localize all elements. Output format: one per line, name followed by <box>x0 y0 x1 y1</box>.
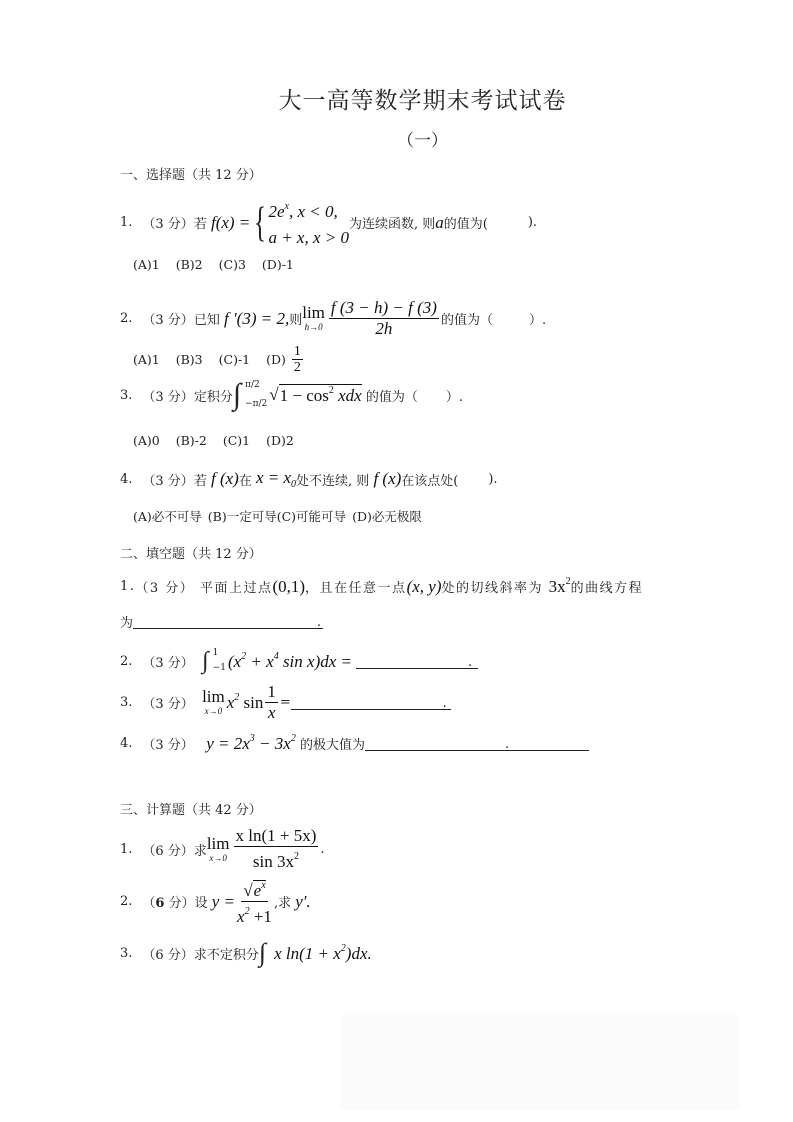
calc-question-1 <box>120 826 325 872</box>
numerator: x ln(1 + 5x) <box>235 826 317 845</box>
expr-part: y = 2x <box>206 734 250 753</box>
point: x = x <box>255 468 292 487</box>
exam-title: 大一高等数学期末考试试卷 <box>278 88 567 114</box>
question-text: ）. <box>528 313 547 328</box>
expr-part: sin <box>239 693 264 712</box>
fill-question-1 <box>120 576 643 597</box>
question-text: 的值为（ <box>365 389 418 405</box>
slope: 3x <box>548 577 566 596</box>
numerator-text: e <box>253 881 262 900</box>
option-a: (A)1 <box>133 352 160 367</box>
question-text: 的值为( <box>443 217 488 232</box>
question-number: 1. <box>120 579 136 594</box>
fraction <box>237 876 272 927</box>
period: . <box>320 841 325 857</box>
math-var: a <box>435 212 444 232</box>
case-2: a + x, x > 0 <box>268 228 349 247</box>
denominator: x <box>267 703 276 722</box>
question-number: 4. <box>120 736 133 751</box>
option-a: (A)必不可导 <box>133 509 202 524</box>
point-sub: 0 <box>291 479 297 490</box>
fill-question-2 <box>120 646 478 676</box>
math-expr <box>256 468 296 490</box>
blank-dot: . <box>316 615 322 630</box>
question-text: ）. <box>445 389 463 405</box>
question-number: 1. <box>120 841 133 857</box>
calc-question-3 <box>120 938 372 968</box>
question-score: （3 分） <box>142 217 194 232</box>
question-score: （3 分） <box>135 581 195 596</box>
option-a: (A)0 <box>133 433 160 448</box>
denominator-rest: +1 <box>249 907 272 926</box>
denominator-sup: 2 <box>293 851 299 862</box>
lim-under: h→0 <box>304 322 323 332</box>
numerator: 1 <box>293 344 301 359</box>
equals: = <box>279 695 291 710</box>
score-num: 6 <box>155 896 165 911</box>
question-number: 2. <box>120 894 133 909</box>
lim-under: x→0 <box>209 852 227 863</box>
numerator: f (3 − h) − f (3) <box>330 298 437 317</box>
question-number: 4. <box>120 471 133 487</box>
lim-label: lim <box>302 303 325 322</box>
answer-blank[interactable] <box>356 654 478 669</box>
choice-options-1 <box>133 257 310 272</box>
math-expr: f (x) <box>210 469 239 488</box>
calc-question-2 <box>120 876 311 927</box>
section-heading-fill: 二、填空题（共 12 分） <box>120 547 262 562</box>
question-score: （3 分） <box>142 473 194 489</box>
expr-sup: 2 <box>234 692 240 703</box>
case-1: 2e <box>268 202 285 221</box>
expr-part: − 3x <box>254 734 291 753</box>
choice-options-2 <box>133 344 305 375</box>
math-expr: (0,1) <box>272 576 306 596</box>
lower-limit: −π/2 <box>245 399 268 409</box>
fill-question-4 <box>120 733 589 754</box>
question-text: 若 <box>193 217 207 232</box>
blank-dot: . <box>468 654 473 670</box>
fraction <box>234 826 319 872</box>
math-expr: f (x) <box>373 469 402 488</box>
expr-sup: 4 <box>273 650 279 662</box>
option-d: (D) <box>266 352 286 367</box>
lim-label: lim <box>202 687 225 706</box>
fill-question-1-answer <box>120 612 323 631</box>
choice-question-1 <box>120 194 537 251</box>
question-text: 平面上过点 <box>199 581 273 596</box>
choice-options-3 <box>133 433 310 448</box>
question-score: （3 分） <box>142 738 194 753</box>
question-text: 若 <box>193 473 207 489</box>
question-text: 在 <box>238 473 252 489</box>
integrand-rest: xdx <box>338 386 362 405</box>
question-text: 为 <box>120 616 134 631</box>
question-number: 2. <box>120 653 133 669</box>
answer-blank[interactable] <box>133 614 323 629</box>
blank-dot: . <box>504 737 510 752</box>
integrand-text: 1 − cos <box>279 386 329 405</box>
score-close: 分） <box>164 896 195 911</box>
question-number: 3. <box>120 695 133 710</box>
question-text: 则 <box>289 313 303 328</box>
question-number: 1. <box>120 215 133 230</box>
numerator <box>241 876 267 902</box>
choice-options-4 <box>133 507 422 525</box>
answer-blank[interactable] <box>291 695 451 710</box>
expr-sup: 2 <box>290 733 296 744</box>
option-d: (D)必无极限 <box>352 509 422 524</box>
question-text: 求 <box>193 843 207 859</box>
numerator: 1 <box>267 682 276 701</box>
integral-sign: ∫ <box>202 648 209 674</box>
question-score: （6 分） <box>142 843 194 859</box>
question-number: 3. <box>120 387 133 403</box>
denominator <box>253 847 299 872</box>
option-b: (B)一定可导 <box>207 509 277 524</box>
math-expr: f(x) = <box>210 212 251 232</box>
sqrt-sign: √ <box>243 881 253 900</box>
lower-limit: −1 <box>212 663 226 673</box>
option-d-fraction <box>292 344 303 375</box>
integrand-sup: 2 <box>328 385 334 396</box>
score-open: （ <box>142 896 156 911</box>
expr-part: (x <box>227 651 242 671</box>
denominator: 2 <box>293 360 301 375</box>
expr-part: )dx. <box>345 943 372 963</box>
option-c: (C)1 <box>222 433 251 448</box>
question-number: 2. <box>120 311 133 326</box>
choice-question-3 <box>120 380 463 410</box>
fill-question-3 <box>120 682 451 723</box>
choice-question-2 <box>120 298 546 339</box>
denominator: 2h <box>375 319 393 338</box>
piecewise-cases <box>268 194 349 251</box>
numerator-sup: x <box>261 880 266 891</box>
math-expr: f ′(3) = 2, <box>223 308 290 328</box>
integrand <box>279 384 362 406</box>
question-text: 定积分 <box>193 389 233 405</box>
math-expr <box>227 692 264 713</box>
option-b: (B)3 <box>175 352 203 367</box>
question-text: 在该点处( <box>401 473 459 489</box>
option-c: (C)3 <box>218 257 246 272</box>
slope-sup: 2 <box>565 576 571 587</box>
question-score: （6 分） <box>142 947 194 963</box>
lim-under: x→0 <box>204 706 223 716</box>
upper-limit: π/2 <box>245 380 260 390</box>
math-expr: y = <box>211 891 236 911</box>
lim-label: lim <box>206 833 230 853</box>
case-1-cond: , x < 0, <box>288 202 338 221</box>
expr-sup: 3 <box>249 733 255 744</box>
question-text: ，且在任意一点 <box>305 581 407 596</box>
question-text: 设 <box>194 896 208 911</box>
question-text: 的曲线方程 <box>570 581 644 596</box>
question-text: 的值为（ <box>440 313 493 328</box>
denominator-text: x <box>237 907 245 926</box>
math-expr <box>549 576 571 597</box>
denominator <box>237 902 272 927</box>
upper-limit: 1 <box>212 648 219 658</box>
denominator-sup: 2 <box>244 906 250 917</box>
option-c: (C)可能可导 <box>276 509 347 524</box>
answer-blank[interactable] <box>365 736 589 751</box>
expr-part: sin x)dx = <box>278 651 352 671</box>
faint-background-patch <box>340 1015 740 1110</box>
fraction <box>265 682 278 723</box>
question-text: 已知 <box>193 313 220 328</box>
limit <box>207 835 230 864</box>
option-a: (A)1 <box>133 257 160 272</box>
integral-sign: ∫ <box>232 378 242 411</box>
question-score: （3 分） <box>142 655 194 671</box>
question-text: 求不定积分 <box>193 947 259 963</box>
expr-part: + x <box>246 651 274 671</box>
fraction <box>329 298 439 339</box>
math-expr <box>228 651 352 672</box>
question-score: （3 分） <box>142 389 194 405</box>
expr-part: x ln(1 + x <box>274 943 341 963</box>
choice-question-4 <box>120 468 498 490</box>
math-expr <box>274 943 372 964</box>
question-score: （3 分） <box>142 313 194 328</box>
option-d: (D)-1 <box>261 257 294 272</box>
question-score <box>142 892 194 911</box>
integral-limits <box>245 380 267 410</box>
question-text: ). <box>488 471 498 487</box>
math-expr: y′. <box>295 891 311 911</box>
option-b: (B)-2 <box>175 433 207 448</box>
blank-dot: . <box>442 696 447 711</box>
denominator-text: sin 3x <box>252 852 294 871</box>
expr-sup: 2 <box>340 942 346 954</box>
brace: { <box>254 199 267 246</box>
option-c: (C)-1 <box>218 352 251 367</box>
question-text: 的极大值为 <box>299 738 365 753</box>
question-text: ,求 <box>273 896 292 911</box>
option-b: (B)2 <box>175 257 203 272</box>
case-1-sup: x <box>284 201 289 212</box>
question-score: （3 分） <box>142 697 194 712</box>
limit <box>202 688 225 717</box>
question-number: 3. <box>120 945 133 961</box>
question-text: 处不连续, 则 <box>296 473 370 489</box>
question-text: 处的切线斜率为 <box>441 581 543 596</box>
math-expr: (x, y) <box>406 576 442 596</box>
question-text: ). <box>527 215 538 230</box>
exam-subtitle: （一） <box>397 131 448 151</box>
section-heading-choice: 一、选择题（共 12 分） <box>120 168 262 183</box>
expr-part: x <box>226 693 235 712</box>
integral-limits <box>213 648 226 674</box>
limit <box>302 304 325 333</box>
option-d: (D)2 <box>266 433 294 448</box>
integral-sign: ∫ <box>258 938 266 967</box>
sqrt-sign: √ <box>269 385 279 404</box>
expr-sup: 2 <box>241 650 247 662</box>
math-expr <box>206 733 296 754</box>
section-heading-calc: 三、计算题（共 42 分） <box>120 803 262 818</box>
question-text: 为连续函数, 则 <box>349 217 436 232</box>
